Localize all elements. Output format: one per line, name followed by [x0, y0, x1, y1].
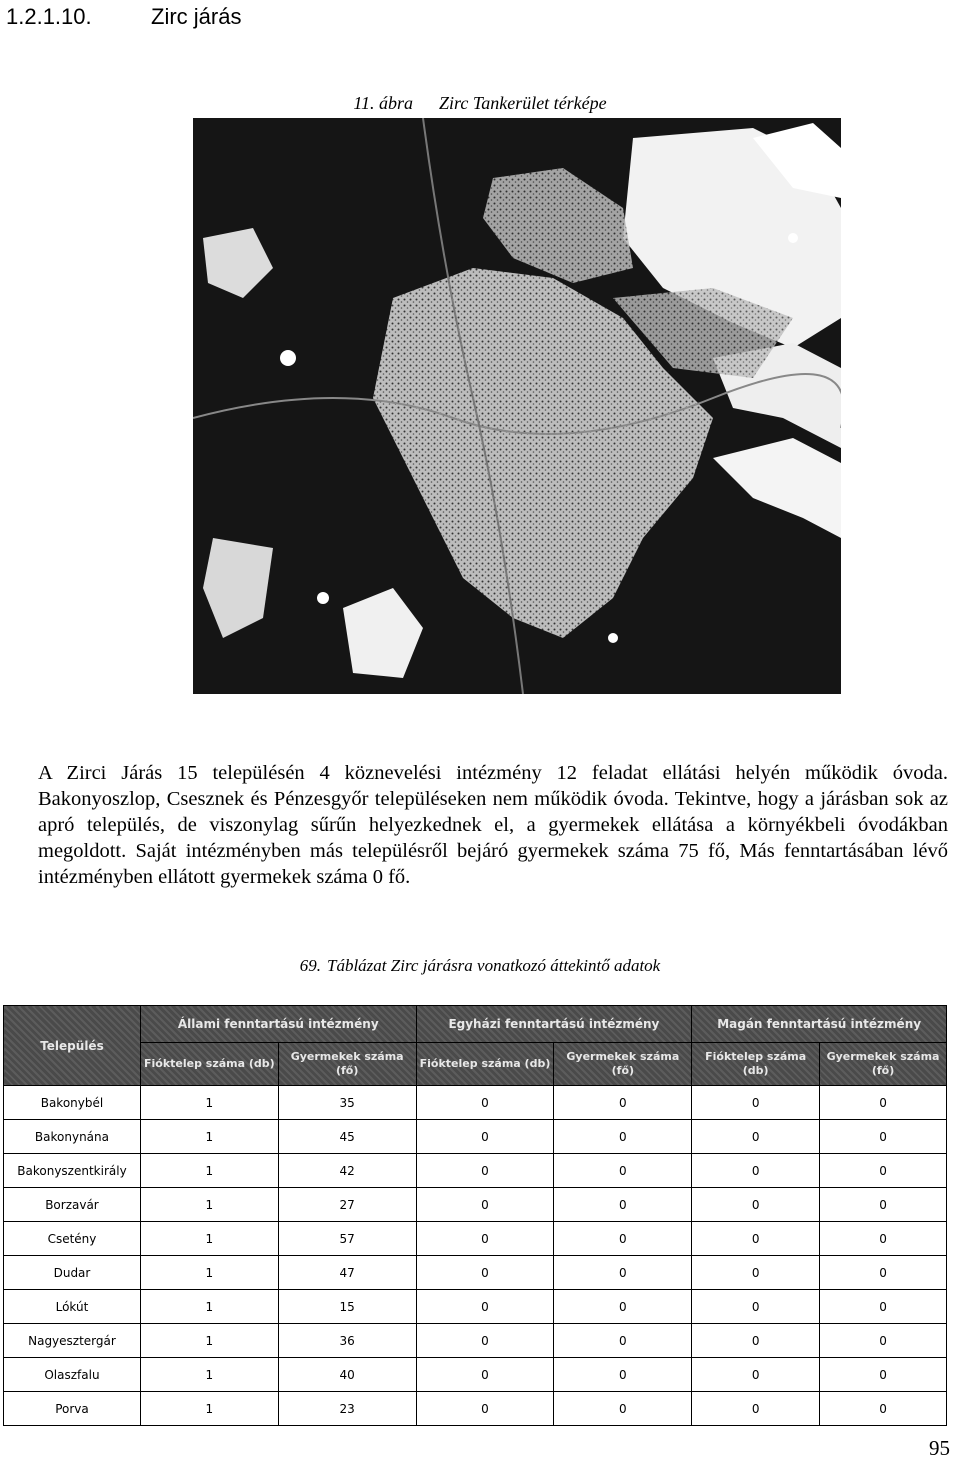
- table-cell: 0: [416, 1120, 554, 1154]
- table-cell: 0: [820, 1256, 947, 1290]
- table-row: [4, 1392, 947, 1426]
- table-label: 69.: [299, 956, 321, 975]
- header-sub: Gyermekek száma (fő): [278, 1043, 416, 1086]
- table-cell: 15: [278, 1290, 416, 1324]
- table-row: [4, 1256, 947, 1290]
- header-sub: Fióktelep száma (db): [692, 1043, 820, 1086]
- table-cell: 40: [278, 1358, 416, 1392]
- table-title: Táblázat Zirc járásra vonatkozó áttekintő adatok: [327, 956, 661, 975]
- section-number: 1.2.1.10.: [6, 4, 92, 29]
- table-cell: 1: [140, 1154, 278, 1188]
- header-sub: Gyermekek száma (fő): [820, 1043, 947, 1086]
- figure-title: Zirc Tankerület térképe: [439, 93, 607, 113]
- table-cell: 1: [140, 1120, 278, 1154]
- table-cell: 0: [554, 1290, 692, 1324]
- table-cell: 0: [554, 1086, 692, 1120]
- header-settlement: Település: [4, 1006, 141, 1086]
- table-cell: 0: [692, 1324, 820, 1358]
- table-cell: 1: [140, 1324, 278, 1358]
- table-row: [4, 1188, 947, 1222]
- table-cell: 0: [820, 1154, 947, 1188]
- header-state: Állami fenntartású intézmény: [140, 1006, 416, 1043]
- table-cell: 1: [140, 1188, 278, 1222]
- table-row: [4, 1324, 947, 1358]
- table-cell: 0: [554, 1358, 692, 1392]
- settlement-name: Porva: [4, 1392, 141, 1426]
- section-title: Zirc járás: [151, 4, 242, 29]
- settlement-name: Bakonybél: [4, 1086, 141, 1120]
- table-cell: 0: [692, 1358, 820, 1392]
- table-cell: 23: [278, 1392, 416, 1426]
- table-cell: 0: [416, 1256, 554, 1290]
- figure-caption: [0, 93, 960, 114]
- district-map-image: [193, 118, 841, 694]
- table-cell: 0: [820, 1188, 947, 1222]
- table-cell: 27: [278, 1188, 416, 1222]
- table-cell: 0: [554, 1256, 692, 1290]
- table-cell: 0: [820, 1290, 947, 1324]
- table-cell: 0: [554, 1222, 692, 1256]
- table-row: [4, 1358, 947, 1392]
- settlement-name: Bakonynána: [4, 1120, 141, 1154]
- table-cell: 0: [416, 1290, 554, 1324]
- table-cell: 0: [554, 1324, 692, 1358]
- table-cell: 0: [416, 1086, 554, 1120]
- table-cell: 0: [820, 1222, 947, 1256]
- table-cell: 0: [416, 1154, 554, 1188]
- table-cell: 0: [692, 1290, 820, 1324]
- table-cell: 0: [692, 1120, 820, 1154]
- table-cell: 1: [140, 1256, 278, 1290]
- table-caption: [0, 956, 960, 976]
- table-cell: 0: [692, 1256, 820, 1290]
- header-private: Magán fenntartású intézmény: [692, 1006, 947, 1043]
- table-cell: 47: [278, 1256, 416, 1290]
- settlement-name: Nagyesztergár: [4, 1324, 141, 1358]
- table-cell: 35: [278, 1086, 416, 1120]
- settlement-name: Olaszfalu: [4, 1358, 141, 1392]
- settlement-name: Dudar: [4, 1256, 141, 1290]
- header-sub: Fióktelep száma (db): [140, 1043, 278, 1086]
- header-sub: Fióktelep száma (db): [416, 1043, 554, 1086]
- table-row: [4, 1222, 947, 1256]
- section-heading: [6, 4, 241, 30]
- table-cell: 1: [140, 1358, 278, 1392]
- table-cell: 36: [278, 1324, 416, 1358]
- table-cell: 0: [820, 1358, 947, 1392]
- table-cell: 0: [416, 1222, 554, 1256]
- table-cell: 0: [692, 1222, 820, 1256]
- settlement-name: Bakonyszentkirály: [4, 1154, 141, 1188]
- table-cell: 0: [554, 1392, 692, 1426]
- table-cell: 0: [820, 1086, 947, 1120]
- settlement-name: Csetény: [4, 1222, 141, 1256]
- table-row: [4, 1086, 947, 1120]
- table-cell: 42: [278, 1154, 416, 1188]
- table-cell: 0: [416, 1188, 554, 1222]
- table-cell: 0: [554, 1154, 692, 1188]
- header-sub: Gyermekek száma (fő): [554, 1043, 692, 1086]
- table-cell: 0: [416, 1324, 554, 1358]
- map-graphic: [193, 118, 841, 694]
- table-cell: 0: [692, 1188, 820, 1222]
- table-cell: 0: [820, 1120, 947, 1154]
- table-cell: 57: [278, 1222, 416, 1256]
- table-cell: 0: [416, 1358, 554, 1392]
- table-cell: 1: [140, 1222, 278, 1256]
- table-cell: 1: [140, 1392, 278, 1426]
- table-cell: 1: [140, 1086, 278, 1120]
- table-cell: 0: [416, 1392, 554, 1426]
- table-cell: 0: [554, 1120, 692, 1154]
- settlement-name: Lókút: [4, 1290, 141, 1324]
- overview-table: [3, 1005, 947, 1426]
- table-cell: 45: [278, 1120, 416, 1154]
- table-cell: 0: [692, 1086, 820, 1120]
- table-row: [4, 1290, 947, 1324]
- table-cell: 1: [140, 1290, 278, 1324]
- settlement-name: Borzavár: [4, 1188, 141, 1222]
- body-paragraph: A Zirci Járás 15 településén 4 köznevelési intézmény 12 feladat ellátási helyén működik óvoda. Bakonyoszlop, Csesznek és Pénzesgyőr településeken nem működik óvoda. Tekintve, hogy a járásban sok az apró település, de viszonylag sűrűn helyezkednek el, a gyermekek ellátása a környékbeli óvodákban megoldott. Saját intézményben más településről bejáró gyermekek száma 75 fő, Más fenntartásában lévő intézményben ellátott gyermekek száma 0 fő.: [38, 762, 948, 888]
- table-cell: 0: [692, 1154, 820, 1188]
- table-row: [4, 1154, 947, 1188]
- figure-label: 11. ábra: [353, 93, 414, 113]
- table-cell: 0: [820, 1324, 947, 1358]
- table-cell: 0: [820, 1392, 947, 1426]
- table-row: [4, 1120, 947, 1154]
- page-number: 95: [929, 1436, 950, 1460]
- table-cell: 0: [692, 1392, 820, 1426]
- header-church: Egyházi fenntartású intézmény: [416, 1006, 692, 1043]
- table-cell: 0: [554, 1188, 692, 1222]
